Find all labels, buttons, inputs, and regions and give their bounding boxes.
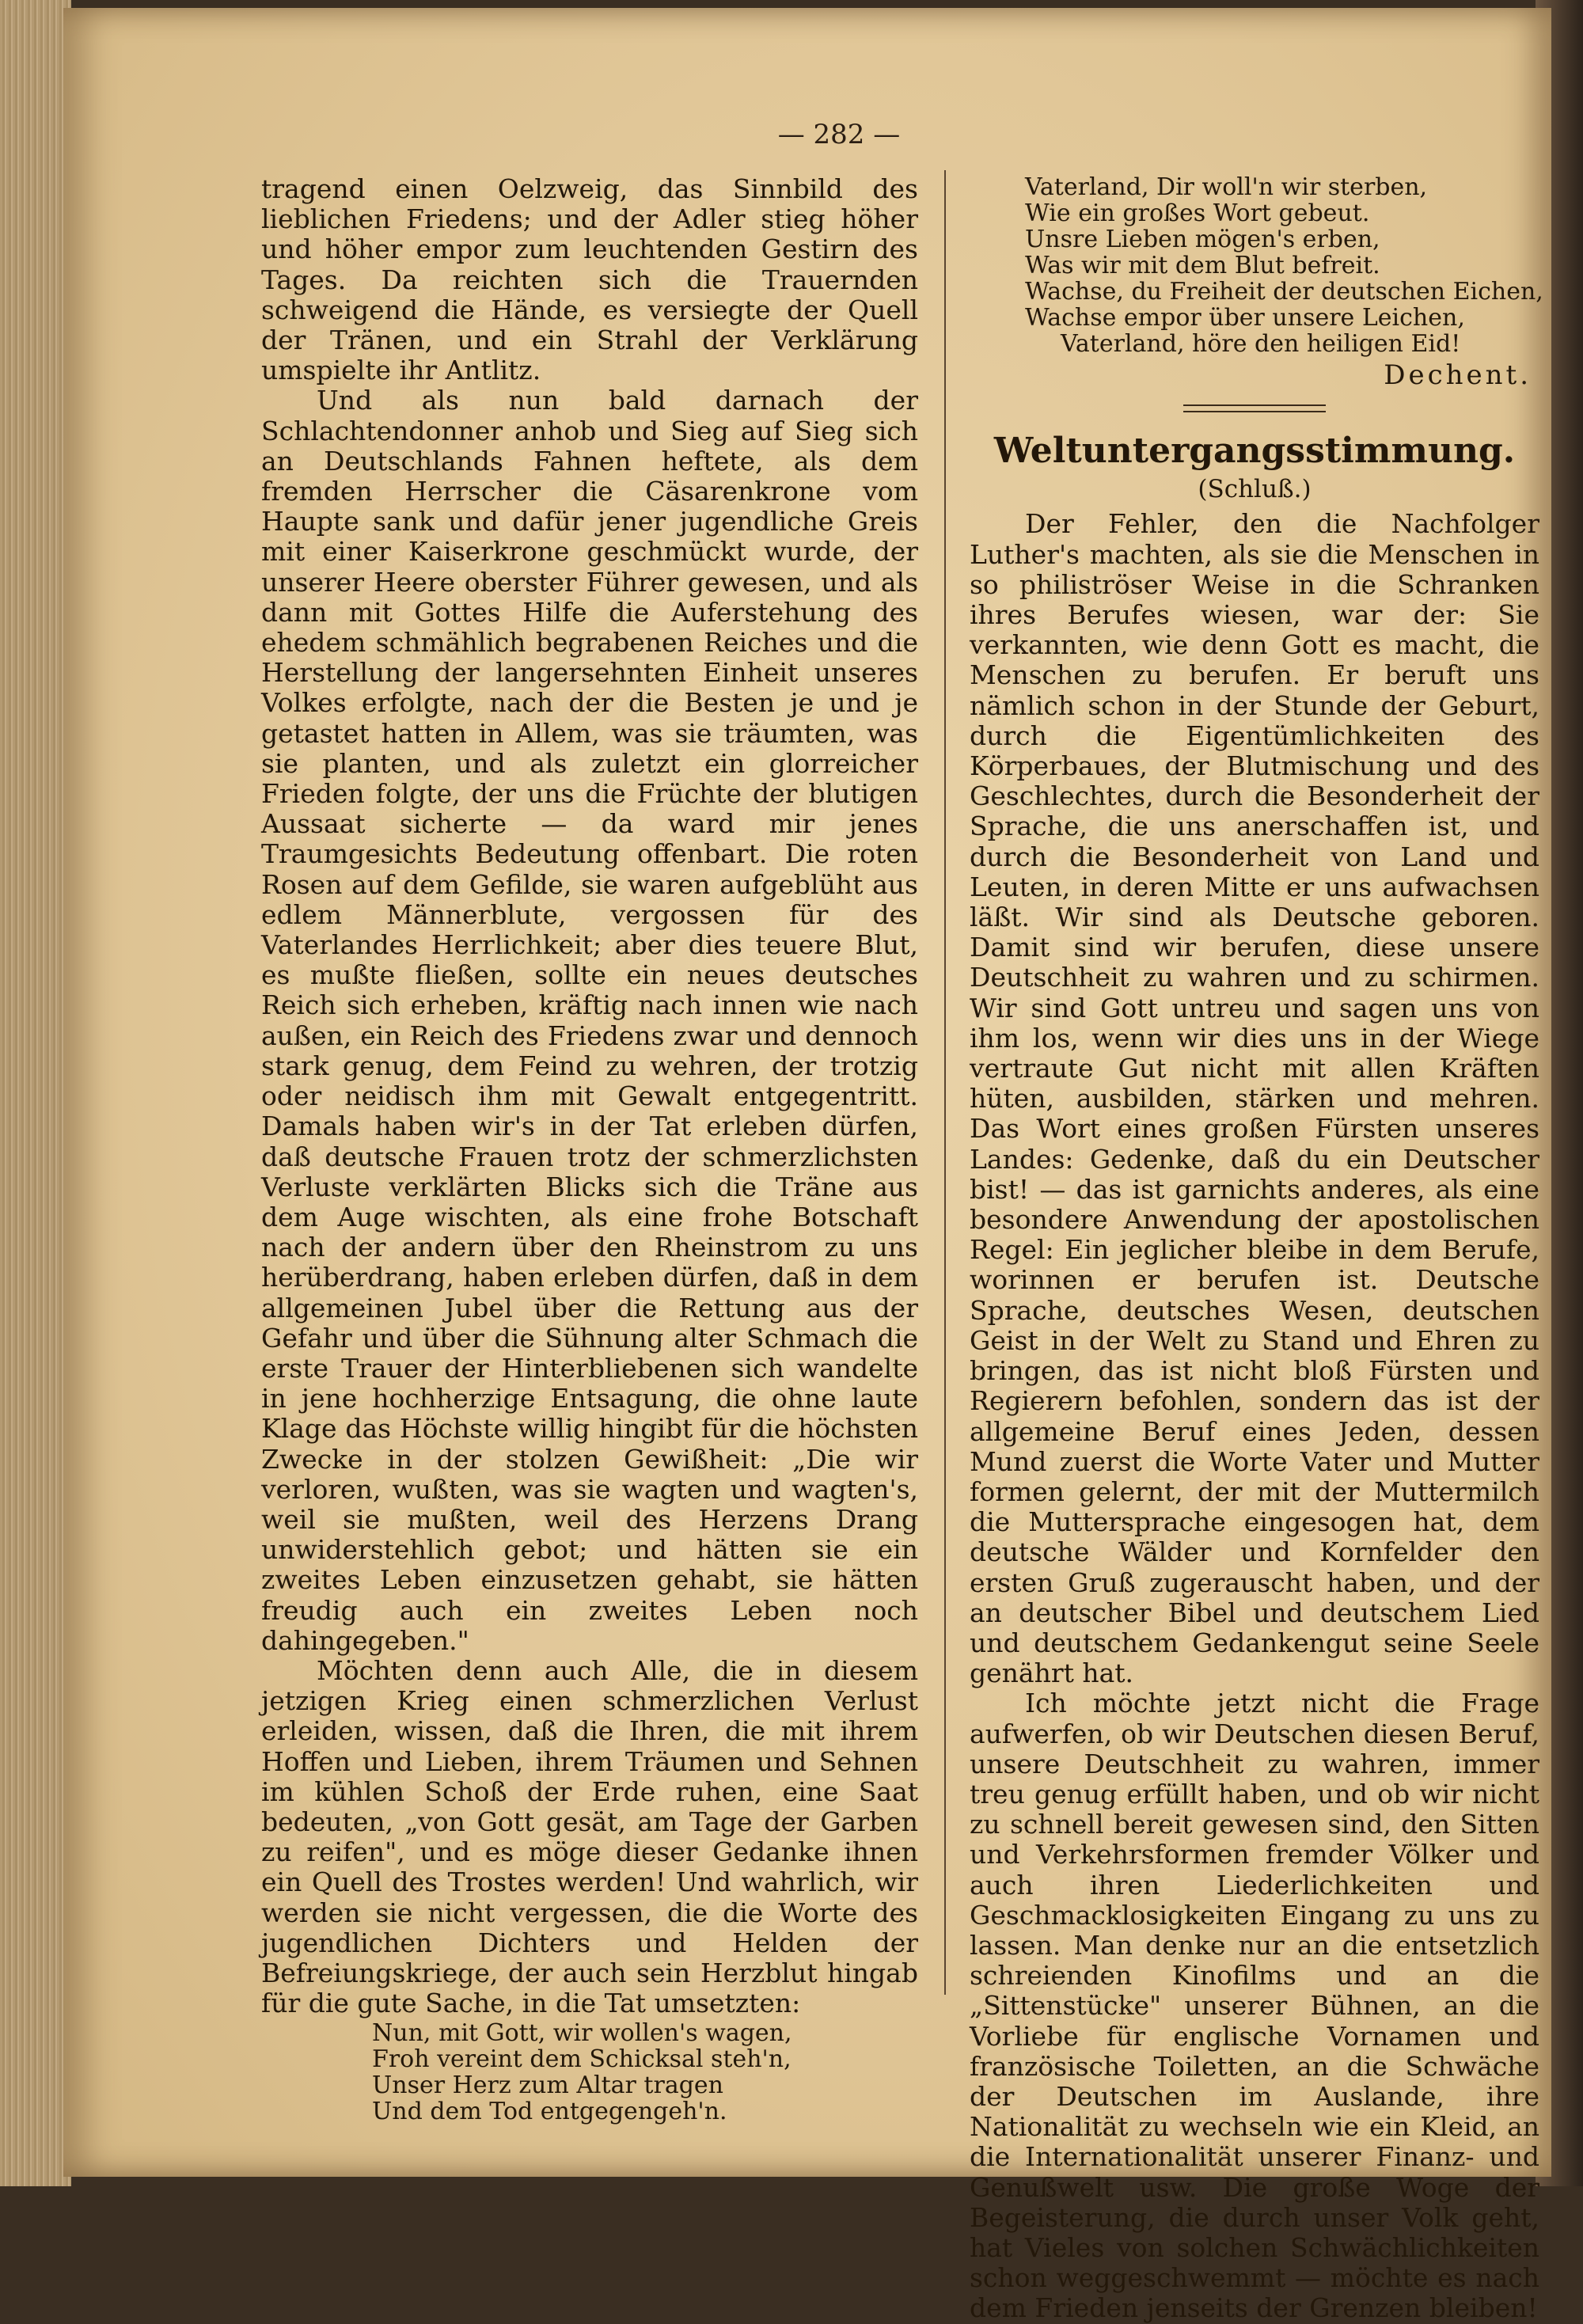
- right-poem: [970, 173, 1543, 358]
- article-paragraph-2: Ich möchte jetzt nicht die Frage aufwerfen, ob wir Deutschen diesen Beruf, unsere Deutschheit zu wahren, immer treu genug erfüllt haben, und ob wir nicht zu schnell bereit gewesen sind, den Sitten und Verkehrsformen fremder Völker und auch ihren Liederlichkeiten und Geschmacklosigkeiten Eingang zu uns zu lassen. Man denke nur an die entsetzlich schreienden Kinofilms und an die „Sittenstücke" unserer Bühnen, an die Vorliebe für englische Vornamen und französische Toiletten, an die Schwäche der Deutschen im Auslande, ihre Nationalität zu wechseln wie ein Kleid, an die Internationalität unserer Finanz- und Genußwelt usw. Die große Woge der Begeisterung, die durch unser Volk geht, hat Vieles von solchen Schwächlichkeiten schon weggeschwemmt — möchte es nach dem Frieden jenseits der Grenzen bleiben!: [970, 1688, 1539, 2324]
- left-paragraph-1: tragend einen Oelzweig, das Sinnbild des lieblichen Friedens; und der Adler stieg höher und höher empor zum leuchtenden Gestirn des Tages. Da reichten sich die Trauernden schweigend die Hände, es versiegte der Quell der Tränen, und ein Strahl der Verklärung umspielte ihr Antlitz.: [261, 173, 918, 386]
- poem-line: Was wir mit dem Blut befreit.: [1025, 252, 1380, 279]
- poem-line: Wie ein großes Wort gebeut.: [1025, 199, 1370, 227]
- left-column: [261, 174, 918, 2125]
- poem-line: Und dem Tod entgegengeh'n.: [372, 2098, 727, 2126]
- right-column: [970, 173, 1543, 2324]
- section-divider-rule: [1183, 404, 1326, 412]
- poem-line: Wachse empor über unsere Leichen,: [1025, 304, 1465, 332]
- poem-line: Vaterland, höre den heiligen Eid!: [1061, 330, 1461, 358]
- article-subtitle: (Schluß.): [1198, 475, 1312, 504]
- poem-author: Dechent.: [1384, 359, 1532, 391]
- poem-line: Nun, mit Gott, wir wollen's wagen,: [372, 2019, 792, 2048]
- book-page-edges: [0, 0, 71, 2186]
- left-paragraph-3: Möchten denn auch Alle, die in diesem jetzigen Krieg einen schmerzlichen Verlust erleiden, wissen, daß die Ihren, die mit ihrem Hoffen und Lieben, ihrem Träumen und Sehnen im kühlen Schoß der Erde ruhen, eine Saat bedeuten, „von Gott gesät, am Tage der Garben zu reifen", und es möge dieser Gedanke ihnen ein Quell des Trostes werden! Und wahrlich, wir werden sie nicht vergessen, die die Worte des jugendlichen Dichters und Helden der Befreiungskriege, der auch sein Herzblut hingab für die gute Sache, in die Tat umsetzten:: [261, 1654, 918, 2019]
- poem-line: Wachse, du Freiheit der deutschen Eichen,: [1025, 278, 1543, 306]
- book-page: [63, 8, 1551, 2324]
- poem-line: Unser Herz zum Altar tragen: [372, 2071, 723, 2100]
- left-paragraph-2: Und als nun bald darnach der Schlachtendonner anhob und Sieg auf Sieg sich an Deutschlands Fahnen heftete, als dem fremden Herrscher die Cäsarenkrone vom Haupte sank und dafür jener jugendliche Greis mit einer Kaiserkrone geschmückt wurde, der unserer Heere oberster Führer gewesen, und als dann mit Gottes Hilfe die Auferstehung des ehedem schmählich begrabenen Reiches und die Herstellung der langersehnten Einheit unseres Volkes erfolgte, nach der die Besten je und je getastet hatten in Allem, was sie träumten, was sie planten, und als zuletzt ein glorreicher Frieden folgte, der uns die Früchte der blutigen Aussaat sicherte — da ward mir jenes Traumgesichts Bedeutung offenbart. Die roten Rosen auf dem Gefilde, sie waren aufgeblüht aus edlem Männerblute, vergossen für des Vaterlandes Herrlichkeit; aber dies teuere Blut, es mußte fließen, sollte ein neues deutsches Reich sich erheben, kräftig nach innen wie nach außen, ein Reich des Friedens zwar und dennoch stark genug, dem Feind zu wehren, der trotzig oder neidisch ihm mit Gewalt entgegentritt. Damals haben wir's in der Tat erleben dürfen, daß deutsche Frauen trotz der schmerzlichsten Verluste verklärten Blicks sich die Träne aus dem Auge wischten, als eine frohe Botschaft nach der andern über den Rheinstrom zu uns herüberdrang, haben erleben dürfen, daß in dem allgemeinen Jubel über die Rettung aus der Gefahr und über die Sühnung alter Schmach die erste Trauer der Hinterbliebenen sich wandelte in jene hochherzige Entsagung, die ohne laute Klage das Höchste willig hingibt für die höchsten Zwecke in der stolzen Gewißheit: „Die wir verloren, wußten, was sie wagten und wagten's, weil sie mußten, weil des Herzens Drang unwiderstehlich gebot; und hätten sie ein zweites Leben einzusetzen gehabt, sie hätten freudig auch ein zweites Leben noch dahingegeben.": [261, 385, 918, 1656]
- left-poem: [261, 2018, 918, 2125]
- poem-line: Froh vereint dem Schicksal steh'n,: [372, 2045, 792, 2074]
- poem-line: Unsre Lieben mögen's erben,: [1025, 226, 1380, 253]
- article-paragraph-1: Der Fehler, den die Nachfolger Luther's machten, als sie die Menschen in so philiströser Weise in die Schranken ihres Berufes wiesen, war der: Sie verkannten, wie denn Gott es macht, die Menschen zu berufen. Er beruft uns nämlich schon in der Stunde der Geburt, durch die Eigentümlichkeiten des Körperbaues, der Blutmischung und des Geschlechtes, durch die Besonderheit der Sprache, die uns anerschaffen ist, und durch die Besonderheit von Land und Leuten, in deren Mitte er uns aufwachsen läßt. Wir sind als Deutsche geboren. Damit sind wir berufen, diese unsere Deutschheit zu wahren und zu schirmen. Wir sind Gott untreu und sagen uns von ihm los, wenn wir dies uns in der Wiege vertraute Gut nicht mit allen Kräften hüten, ausbilden, stärken und mehren. Das Wort eines großen Fürsten unseres Landes: Gedenke, daß du ein Deutscher bist! — das ist garnichts anderes, als eine besondere Anwendung der apostolischen Regel: Ein jeglicher bleibe in dem Berufe, worinnen er berufen ist. Deutsche Sprache, deutsches Wesen, deutschen Geist in der Welt zu Stand und Ehren zu bringen, das ist nicht bloß Fürsten und Regierern befohlen, sondern das ist der allgemeine Beruf eines Jeden, dessen Mund zuerst die Worte Vater und Mutter formen gelernt, der mit der Muttermilch die Muttersprache eingesogen hat, dem deutsche Wälder und Kornfelder den ersten Gruß zugerauscht haben, und der an deutscher Bibel und deutschem Lied und deutschem Gedankengut seine Seele genährt hat.: [970, 508, 1539, 1689]
- article-title: Weltuntergangsstimmung.: [993, 431, 1516, 472]
- page-number: — 282 —: [777, 119, 901, 150]
- poem-line: Vaterland, Dir woll'n wir sterben,: [1025, 173, 1428, 201]
- column-divider: [944, 170, 946, 1995]
